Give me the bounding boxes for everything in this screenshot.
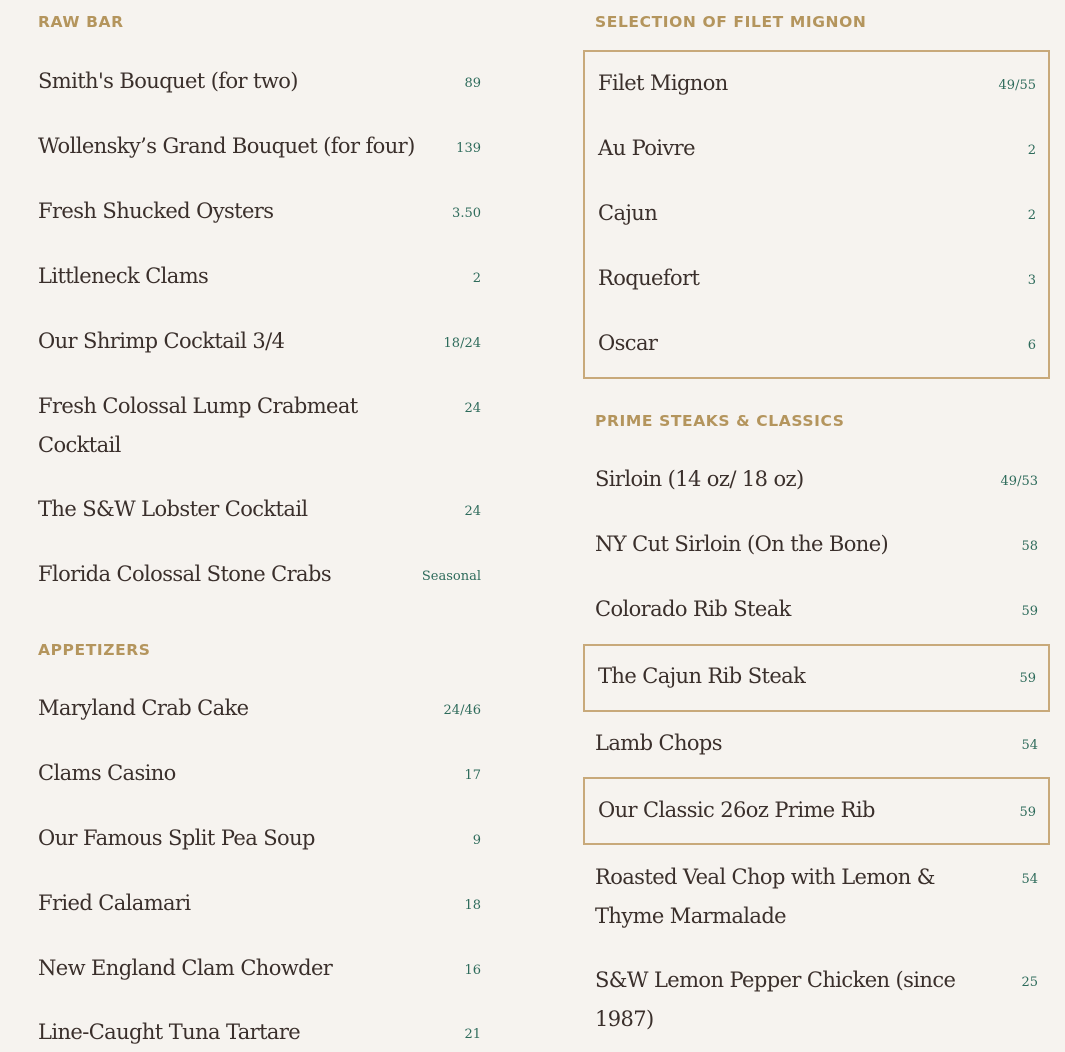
- menu-item-price: 54: [1021, 872, 1038, 887]
- menu-item-name: Clams Casino: [38, 761, 176, 785]
- menu-item-name: Florida Colossal Stone Crabs: [38, 562, 332, 586]
- menu-item-price: 25: [1021, 975, 1038, 990]
- menu-item-name: The Cajun Rib Steak: [598, 664, 806, 688]
- menu-item-price: 59: [1021, 604, 1038, 619]
- menu-item-price: 2: [1027, 143, 1036, 158]
- menu-item-name: Lamb Chops: [595, 731, 722, 755]
- menu-item-price: 59: [1019, 671, 1036, 686]
- menu-item-name: Our Shrimp Cocktail 3/4: [38, 329, 285, 353]
- menu-item-price: 16: [464, 963, 481, 978]
- menu-item-name: Filet Mignon: [598, 71, 728, 95]
- menu-item-name: Fresh Colossal Lump Crabmeat Cocktail: [38, 394, 358, 457]
- menu-item-price: 139: [456, 141, 481, 156]
- menu-item-name: Smith's Bouquet (for two): [38, 69, 298, 93]
- menu-item-price: Seasonal: [421, 569, 481, 584]
- menu-item-price: 3.50: [452, 206, 481, 221]
- menu-item-price: 18/24: [443, 336, 481, 351]
- menu-item-price: 9: [472, 833, 481, 848]
- menu-item-name: Fresh Shucked Oysters: [38, 199, 274, 223]
- menu-item-price: 24/46: [443, 703, 481, 718]
- menu-item-price: 18: [464, 898, 481, 913]
- menu-item-price: 89: [464, 76, 481, 91]
- menu-item-name: The S&W Lobster Cocktail: [38, 497, 308, 521]
- menu-item-name: Littleneck Clams: [38, 264, 209, 288]
- menu-item-name: Au Poivre: [598, 136, 695, 160]
- raw-bar-title: RAW BAR: [38, 13, 124, 31]
- menu-item-price: 24: [464, 504, 481, 519]
- menu-item-price: 2: [472, 271, 481, 286]
- menu-item-name: Roasted Veal Chop with Lemon & Thyme Marmalade: [595, 865, 935, 928]
- menu-item-price: 6: [1027, 338, 1036, 353]
- prime-steaks-title: PRIME STEAKS & CLASSICS: [595, 412, 845, 430]
- menu-item-name: Oscar: [598, 331, 658, 355]
- menu-item-name: NY Cut Sirloin (On the Bone): [595, 532, 889, 556]
- menu-item-name: Wollensky’s Grand Bouquet (for four): [38, 134, 415, 158]
- menu-item-name: Colorado Rib Steak: [595, 597, 791, 621]
- menu-item-name: Roquefort: [598, 266, 700, 290]
- appetizers-title: APPETIZERS: [38, 641, 151, 659]
- menu-item-price: 3: [1027, 273, 1036, 288]
- menu-item-price: 21: [464, 1027, 481, 1042]
- menu-item-name: Our Famous Split Pea Soup: [38, 826, 315, 850]
- menu-item-name: Maryland Crab Cake: [38, 696, 249, 720]
- menu-item-name: Line-Caught Tuna Tartare: [38, 1020, 301, 1044]
- menu-item-price: 49/53: [1000, 474, 1038, 489]
- menu-item-name: Fried Calamari: [38, 891, 191, 915]
- menu-item-price: 58: [1021, 539, 1038, 554]
- menu-item-price: 2: [1027, 208, 1036, 223]
- menu-item-price: 17: [464, 768, 481, 783]
- menu-item-name: Sirloin (14 oz/ 18 oz): [595, 467, 804, 491]
- menu-item-name: New England Clam Chowder: [38, 956, 333, 980]
- menu-item-name: Our Classic 26oz Prime Rib: [598, 798, 875, 822]
- filet-mignon-title: SELECTION OF FILET MIGNON: [595, 13, 867, 31]
- menu-item-price: 59: [1019, 805, 1036, 820]
- menu-item-price: 24: [464, 401, 481, 416]
- menu-item-name: Cajun: [598, 201, 658, 225]
- menu-item-name: S&W Lemon Pepper Chicken (since 1987): [595, 968, 956, 1031]
- menu-item-price: 54: [1021, 738, 1038, 753]
- menu-item-price: 49/55: [998, 78, 1036, 93]
